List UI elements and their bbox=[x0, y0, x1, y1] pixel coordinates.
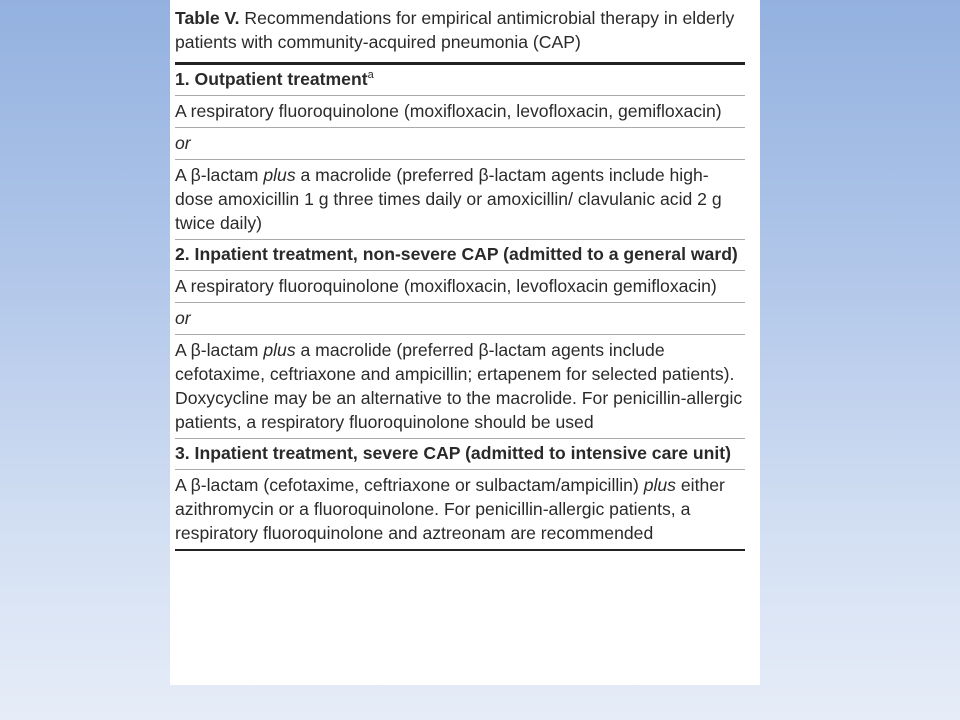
document-page bbox=[170, 0, 760, 685]
table-row: A β-lactam plus a macrolide (preferred β-lactam agents include cefotaxime, ceftriaxone and ampicillin; ertapenem for selected patients). Doxycycline may be an alternative to the macrolide. For penicillin-allergic patients, a respiratory fluoroquinolone should be used bbox=[175, 335, 745, 439]
table-row: A respiratory fluoroquinolone (moxifloxacin, levofloxacin gemifloxacin) bbox=[175, 271, 745, 303]
section-heading-text: 1. Outpatient treatment bbox=[175, 69, 368, 89]
section-heading-inpatient-nonsevere: 2. Inpatient treatment, non-severe CAP (admitted to a general ward) bbox=[175, 240, 745, 271]
table-caption-label: Table V. bbox=[175, 8, 240, 28]
table-row: A β-lactam plus a macrolide (preferred β-lactam agents include high-dose amoxicillin 1 g three times daily or amoxicillin/ clavulanic acid 2 g twice daily) bbox=[175, 160, 745, 240]
footnote-marker: a bbox=[367, 69, 374, 82]
therapy-table bbox=[175, 0, 745, 551]
table-row: A respiratory fluoroquinolone (moxifloxacin, levofloxacin, gemifloxacin) bbox=[175, 96, 745, 128]
section-heading-outpatient bbox=[175, 65, 745, 96]
table-row-or: or bbox=[175, 303, 745, 335]
table-row: A β-lactam (cefotaxime, ceftriaxone or sulbactam/ampicillin) plus either azithromycin or a fluoroquinolone. For penicillin-allergic patients, a respiratory fluoroquinolone and aztreonam are recommended bbox=[175, 470, 745, 551]
table-row-or: or bbox=[175, 128, 745, 160]
table-caption bbox=[175, 0, 745, 65]
section-heading-inpatient-severe: 3. Inpatient treatment, severe CAP (admitted to intensive care unit) bbox=[175, 439, 745, 470]
table-caption-text: Recommendations for empirical antimicrobial therapy in elderly patients with community-acquired pneumonia (CAP) bbox=[175, 8, 735, 52]
